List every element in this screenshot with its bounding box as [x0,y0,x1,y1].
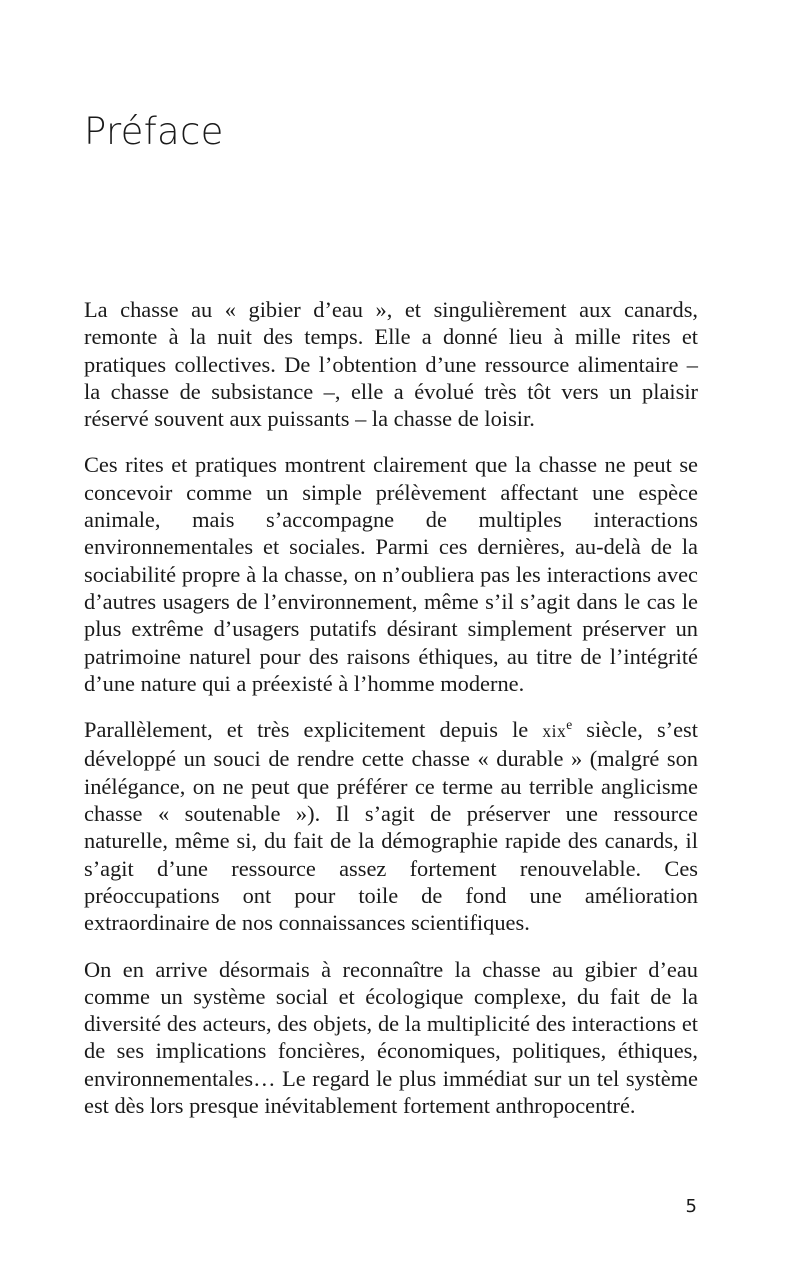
century-superscript: e [566,717,573,733]
paragraph-1: La chasse au « gibier d’eau », et singulièrement aux canards, remonte à la nuit des temps. Elle a donné lieu à mille rites et pratiques collectives. De l’obtention d’une ressource alimentaire – la chasse de subsistance –, elle a évolué très tôt vers un plaisir réservé souvent aux puissants – la chasse de loisir. [84,297,698,432]
paragraph-3-end: siècle, s’est développé un souci de rendre cette chasse « durable » (malgré son inélégance, on ne peut que préférer ce terme au terrible anglicisme chasse « soutenable »). Il s’agit de préserver une ressource naturelle, même si, du fait de la démographie rapide des canards, il s’agit d’une ressource assez fortement renouvelable. Ces préoccupations ont pour toile de fond une amélioration extraordinaire de nos connaissances scientifiques. [84,717,698,936]
century-roman-numeral: xix [542,721,567,742]
paragraph-3 [84,716,698,936]
body-text [84,296,698,1138]
paragraph-3-start: Parallèlement, et très explicitement depuis le [84,717,543,743]
page-number: 5 [685,1196,697,1217]
paragraph-2: Ces rites et pratiques montrent clairement que la chasse ne peut se concevoir comme un simple prélèvement affectant une espèce animale, mais s’accompagne de multiples interactions environnementales et sociales. Parmi ces dernières, au-delà de la sociabilité propre à la chasse, on n’oubliera pas les interactions avec d’autres usagers de l’environnement, même s’il s’agit dans le cas le plus extrême d’usagers putatifs désirant simplement préserver un patrimoine naturel pour des raisons éthiques, au titre de l’intégrité d’une nature qui a préexisté à l’homme moderne. [84,452,698,696]
page-title: Préface [84,110,224,153]
paragraph-4: On en arrive désormais à reconnaître la chasse au gibier d’eau comme un système social et écologique complexe, du fait de la diversité des acteurs, des objets, de la multiplicité des interactions et de ses implications foncières, économiques, politiques, éthiques, environnementales… Le regard le plus immédiat sur un tel système est dès lors presque inévitablement fortement anthropocentré. [84,956,698,1119]
